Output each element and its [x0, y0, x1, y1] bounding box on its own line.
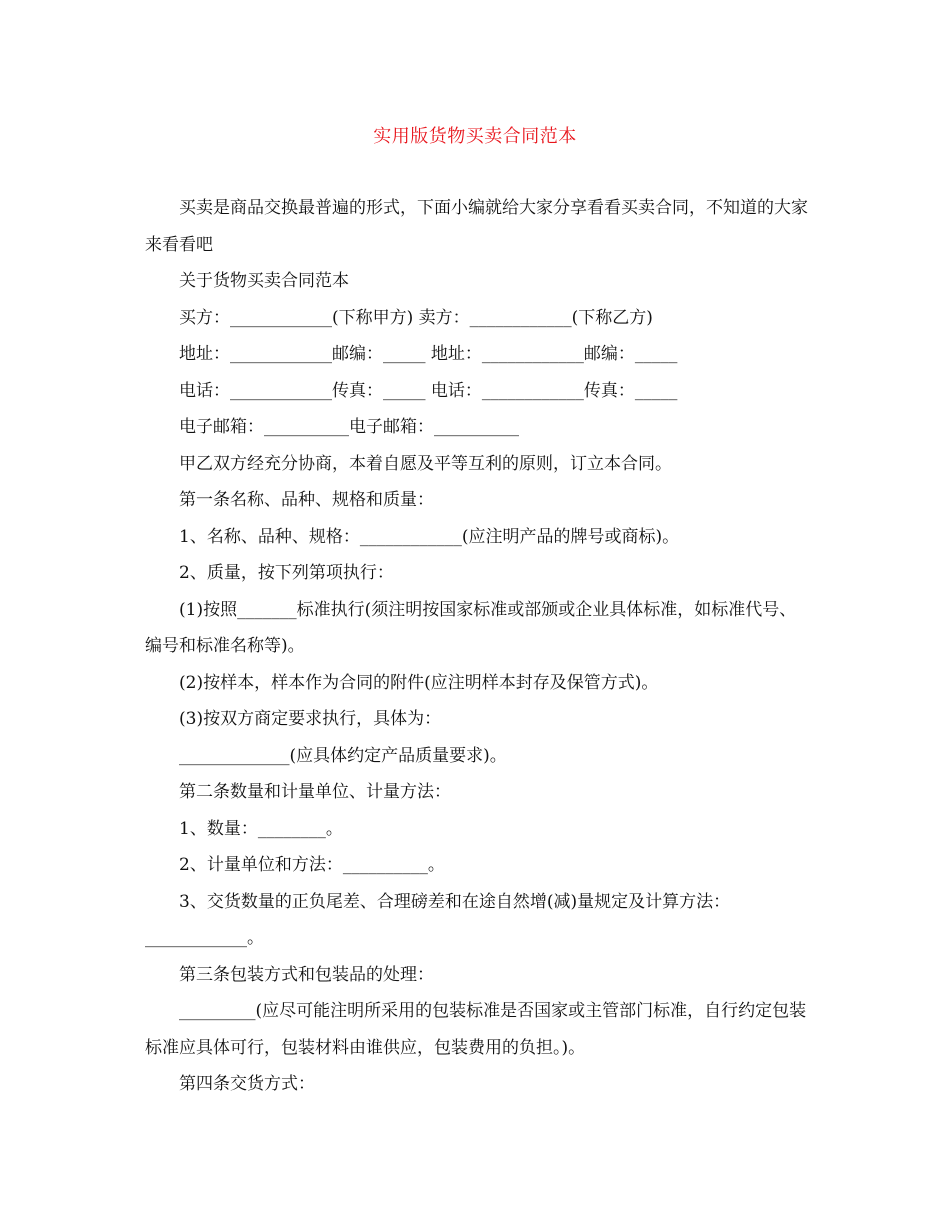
document-paragraph: 关于货物买卖合同范本: [179, 271, 349, 291]
document-paragraph: 2、计量单位和方法：__________。: [179, 855, 445, 875]
document-paragraph: 第三条包装方式和包装品的处理：: [179, 964, 434, 985]
document-paragraph: (2)按样本，样本作为合同的附件(应注明样本封存及保管方式)。: [179, 672, 659, 693]
document-paragraph: 地址：____________邮编：_____ 地址：____________邮编：_____: [179, 344, 678, 364]
document-paragraph: 买方：____________(下称甲方) 卖方：____________(下称乙方): [179, 307, 653, 328]
document-paragraph: 第二条数量和计量单位、计量方法：: [179, 782, 451, 802]
document-paragraph: 甲乙双方经充分协商，本着自愿及平等互利的原则，订立本合同。: [179, 453, 672, 474]
document-paragraph: 买卖是商品交换最普遍的形式，下面小编就给大家分享看看买卖合同，不知道的大家来看看吧: [145, 198, 808, 255]
document-paragraph: 3、交货数量的正负尾差、合理磅差和在途自然增(减)量规定及计算方法：: [179, 891, 731, 912]
document-paragraph: 2、质量，按下列第项执行：: [179, 563, 394, 583]
document-body: [145, 190, 810, 1103]
document-paragraph: (3)按双方商定要求执行，具体为：: [179, 709, 442, 729]
document-paragraph: ____________。: [145, 928, 264, 948]
document-paragraph: (1)按照_______标准执行(须注明按国家标准或部颁或企业具体标准，如标准代号、编号和标准名称等)。: [145, 599, 797, 656]
document-paragraph: 电子邮箱：__________电子邮箱：__________: [179, 417, 519, 437]
document-paragraph: 电话：____________传真：_____ 电话：____________传真：_____: [179, 380, 678, 401]
document-paragraph: 第一条名称、品种、规格和质量：: [179, 490, 434, 510]
document-paragraph: 第四条交货方式：: [179, 1074, 315, 1094]
document-paragraph: 1、数量：________。: [179, 818, 343, 839]
document-paragraph: 1、名称、品种、规格：____________(应注明产品的牌号或商标)。: [179, 526, 680, 547]
document-title: 实用版货物买卖合同范本: [373, 126, 577, 147]
document-paragraph: _____________(应具体约定产品质量要求)。: [179, 745, 507, 766]
document-paragraph: _________(应尽可能注明所采用的包装标准是否国家或主管部门标准，自行约定包装标准应具体可行，包装材料由谁供应，包装费用的负担。)。: [145, 1001, 807, 1058]
